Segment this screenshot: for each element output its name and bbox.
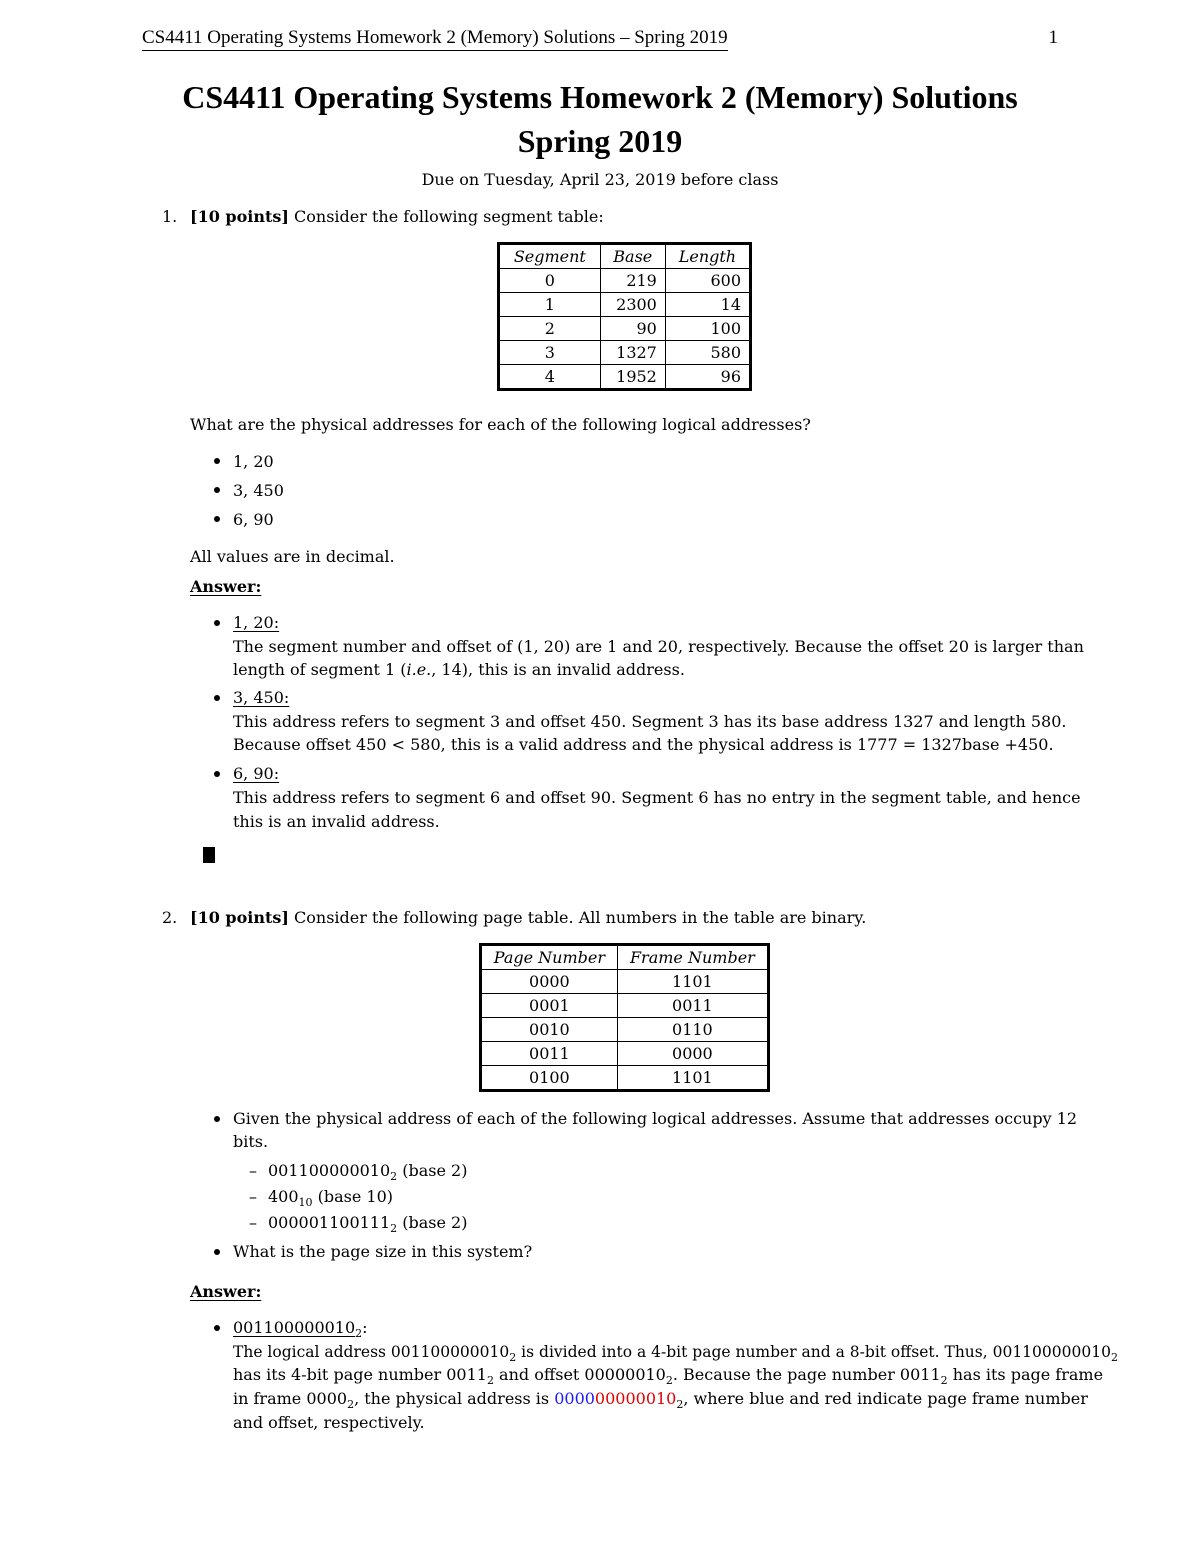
list-item: 6, 90 — [233, 510, 274, 529]
bullet-icon — [214, 620, 220, 626]
table-cell: 0010 — [481, 1018, 618, 1042]
answer-label: 1, 20: — [233, 613, 280, 632]
q2-number: 2. — [162, 908, 178, 927]
table-cell: 1101 — [617, 970, 768, 994]
answer-text-sub: 2 — [486, 1374, 494, 1388]
answer-label: 3, 450: — [233, 688, 290, 707]
answer-text: This address refers to segment 3 and offset 450. Segment 3 has its base address 1327 and length 580. — [233, 712, 1067, 731]
dash-icon: – — [249, 1161, 257, 1180]
list-item: 3, 450 — [233, 481, 284, 500]
list-item: 1, 20 — [233, 452, 274, 471]
table-cell: 580 — [665, 341, 750, 365]
running-header-title: CS4411 Operating Systems Homework 2 (Memory) Solutions – Spring 2019 — [142, 27, 728, 51]
q2-bullet1-line1: Given the physical address of each of the following logical addresses. Assume that addresses occupy 12 — [233, 1109, 1078, 1128]
answer-text: Because offset 450 < 580, this is a valid address and the physical address is 1777 = 1327base +450. — [233, 735, 1054, 754]
table-row — [481, 1018, 769, 1042]
bullet-icon — [214, 487, 220, 493]
answer-text-part: . Because the page number 0011 — [672, 1365, 941, 1384]
table-row — [481, 1042, 769, 1066]
sub-item-suffix: (base 2) — [397, 1161, 468, 1180]
answer-text — [233, 658, 685, 682]
table-cell: 4 — [499, 365, 601, 390]
answer-text-part: , 14), this is an invalid address. — [431, 660, 685, 679]
sub-list-item — [268, 1211, 467, 1241]
sub-item-suffix: (base 10) — [312, 1187, 394, 1206]
table-cell: 0000 — [617, 1042, 768, 1066]
bullet-icon — [214, 771, 220, 777]
table-cell: 1327 — [600, 341, 665, 365]
table-cell: 2 — [499, 317, 601, 341]
table-row — [499, 269, 751, 293]
q2-bullet2: What is the page size in this system? — [233, 1242, 533, 1261]
q1-number: 1. — [162, 207, 178, 226]
segment-table — [497, 242, 752, 391]
answer-text-sub: 2 — [665, 1374, 673, 1388]
bullet-icon — [214, 1116, 220, 1122]
sub-item-value: 000001100111 — [268, 1213, 391, 1232]
sub-item-base: 2 — [390, 1170, 398, 1184]
answer-text-ie: i.e. — [406, 660, 432, 679]
sub-item-base: 2 — [390, 1222, 398, 1236]
due-date: Due on Tuesday, April 23, 2019 before class — [421, 170, 779, 189]
dash-icon: – — [249, 1213, 257, 1232]
page-number: 1 — [1048, 27, 1058, 48]
table-header-cell: Length — [665, 244, 750, 269]
offset-bits: 00000010 — [594, 1389, 677, 1408]
answer-text-sub: 2 — [1110, 1351, 1118, 1365]
table-row — [481, 994, 769, 1018]
table-row — [481, 1066, 769, 1091]
answer-text-sub: 2 — [347, 1398, 355, 1412]
q1-prompt — [190, 205, 604, 229]
table-cell: 0110 — [617, 1018, 768, 1042]
table-cell: 0 — [499, 269, 601, 293]
q1-prompt-text: Consider the following segment table: — [288, 207, 604, 226]
q1-points: [10 points] — [190, 207, 289, 226]
sub-item-value: 001100000010 — [268, 1161, 391, 1180]
bullet-icon — [214, 1325, 220, 1331]
answer-text-sub: 2 — [940, 1374, 948, 1388]
table-cell: 219 — [600, 269, 665, 293]
table-header-row — [499, 244, 751, 269]
table-cell: 3 — [499, 341, 601, 365]
frame-number-bits: 0000 — [554, 1389, 595, 1408]
table-header-cell: Frame Number — [617, 945, 768, 970]
table-row — [499, 317, 751, 341]
answer-text-part: has its page frame — [947, 1365, 1104, 1384]
q2-bullet1-line2: bits. — [233, 1132, 269, 1151]
dash-icon: – — [249, 1187, 257, 1206]
table-cell: 600 — [665, 269, 750, 293]
answer-text-part: and offset 00000010 — [493, 1365, 666, 1384]
q1-note: All values are in decimal. — [190, 547, 395, 566]
answer-text-sub: 2 — [676, 1398, 684, 1412]
q1-question: What are the physical addresses for each of the following logical addresses? — [190, 415, 811, 434]
table-cell: 1101 — [617, 1066, 768, 1091]
answer-text-part: , the physical address is — [354, 1389, 555, 1408]
table-row — [499, 365, 751, 390]
q2-answer-label: Answer: — [190, 1282, 262, 1301]
answer-text-part: , where blue and red indicate page frame number — [683, 1389, 1088, 1408]
bullet-icon — [214, 695, 220, 701]
qed-square-icon — [203, 847, 215, 863]
table-row — [499, 341, 751, 365]
table-cell: 0100 — [481, 1066, 618, 1091]
answer-text-part: length of segment 1 ( — [233, 660, 407, 679]
sub-item-suffix: (base 2) — [397, 1213, 468, 1232]
bullet-icon — [214, 516, 220, 522]
doc-title-line2: Spring 2019 — [517, 123, 683, 159]
answer-label-sub: 2 — [355, 1327, 363, 1341]
table-cell: 0011 — [617, 994, 768, 1018]
sub-item-value: 400 — [268, 1187, 299, 1206]
running-header — [142, 27, 1058, 53]
table-cell: 1 — [499, 293, 601, 317]
answer-text: This address refers to segment 6 and offset 90. Segment 6 has no entry in the segment table, and hence — [233, 788, 1081, 807]
table-header-cell: Page Number — [481, 945, 618, 970]
answer-text-part: The logical address 001100000010 — [233, 1343, 510, 1361]
q1-answer-label: Answer: — [190, 577, 262, 596]
table-cell: 100 — [665, 317, 750, 341]
answer-text-part: in frame 0000 — [233, 1389, 348, 1408]
bullet-icon — [214, 458, 220, 464]
answer-label-value: 001100000010 — [233, 1318, 356, 1337]
table-cell: 0011 — [481, 1042, 618, 1066]
answer-label: 6, 90: — [233, 764, 280, 783]
doc-title-line1: CS4411 Operating Systems Homework 2 (Memory) Solutions — [182, 79, 1018, 115]
table-cell: 1952 — [600, 365, 665, 390]
answer-text: The segment number and offset of (1, 20) are 1 and 20, respectively. Because the offset 20 is larger than — [233, 637, 1084, 656]
q2-points: [10 points] — [190, 908, 289, 927]
table-row — [481, 970, 769, 994]
table-cell: 0000 — [481, 970, 618, 994]
table-cell: 2300 — [600, 293, 665, 317]
sub-item-base: 10 — [298, 1196, 313, 1210]
table-row — [499, 293, 751, 317]
table-cell: 0001 — [481, 994, 618, 1018]
table-cell: 14 — [665, 293, 750, 317]
answer-text: and offset, respectively. — [233, 1413, 425, 1432]
page-table — [479, 943, 770, 1092]
table-cell: 90 — [600, 317, 665, 341]
q2-prompt-text: Consider the following page table. All numbers in the table are binary. — [288, 908, 867, 927]
answer-label-colon: : — [362, 1318, 368, 1337]
answer-text-sub: 2 — [509, 1351, 517, 1365]
table-cell: 96 — [665, 365, 750, 390]
q2-prompt — [190, 906, 866, 930]
answer-text-part: is divided into a 4-bit page number and a 8-bit offset. Thus, 001100000010 — [516, 1343, 1111, 1361]
answer-text-part: has its 4-bit page number 0011 — [233, 1365, 487, 1384]
answer-text: this is an invalid address. — [233, 812, 440, 831]
bullet-icon — [214, 1249, 220, 1255]
table-header-cell: Segment — [499, 244, 601, 269]
table-header-row — [481, 945, 769, 970]
table-header-cell: Base — [600, 244, 665, 269]
